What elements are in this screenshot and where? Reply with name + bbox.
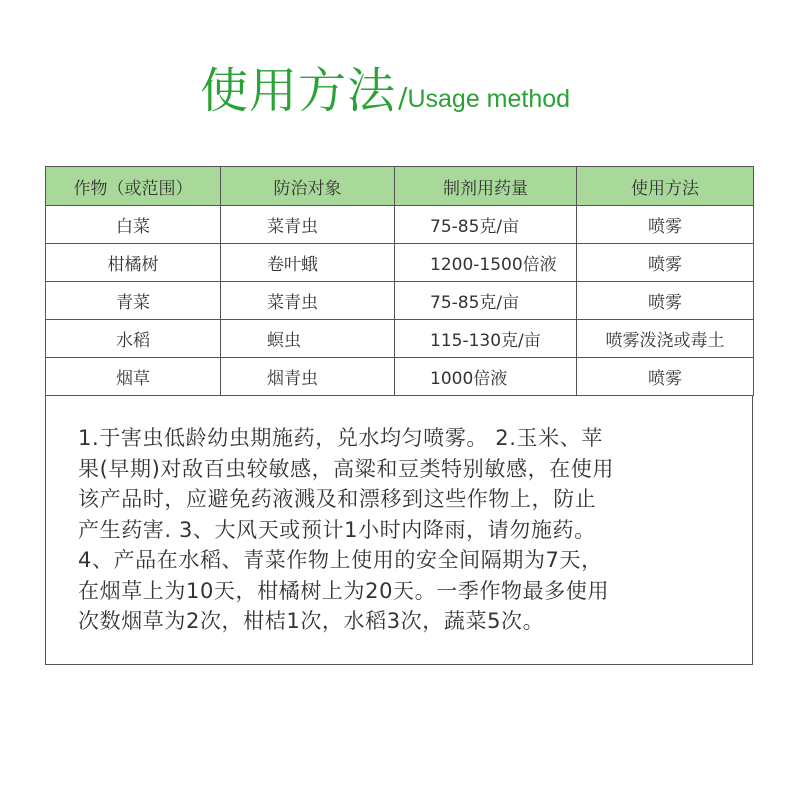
header-target: 防治对象 xyxy=(221,167,395,206)
table-row xyxy=(46,282,754,320)
notes-text xyxy=(78,423,738,637)
notes-box xyxy=(45,395,753,665)
header-dosage: 制剂用药量 xyxy=(395,167,577,206)
notes-line: 4、产品在水稻、青菜作物上使用的安全间隔期为7天， xyxy=(78,548,603,572)
notes-line: 果(早期)对敌百虫较敏感，高粱和豆类特别敏感，在使用 xyxy=(78,456,614,481)
cell-target: 螟虫 xyxy=(221,320,395,358)
cell-target: 菜青虫 xyxy=(221,282,395,320)
table-row xyxy=(46,244,754,282)
table-row xyxy=(46,206,754,244)
cell-dosage: 1000倍液 xyxy=(395,358,577,396)
notes-line: 次数烟草为2次，柑桔1次，水稻3次，蔬菜5次。 xyxy=(78,609,545,633)
cell-target: 烟青虫 xyxy=(221,358,395,396)
cell-method: 喷雾泼浇或毒土 xyxy=(577,320,754,358)
header-method: 使用方法 xyxy=(577,167,754,206)
notes-line: 产生药害. 3、大风天或预计1小时内降雨，请勿施药。 xyxy=(78,517,596,542)
table-row xyxy=(46,358,754,396)
cell-dosage: 115-130克/亩 xyxy=(395,320,577,358)
cell-crop: 烟草 xyxy=(46,358,221,396)
cell-crop: 青菜 xyxy=(46,282,221,320)
cell-crop: 水稻 xyxy=(46,320,221,358)
notes-line: 该产品时，应避免药液溅及和漂移到这些作物上，防止 xyxy=(78,487,597,511)
cell-crop: 柑橘树 xyxy=(46,244,221,282)
cell-target: 菜青虫 xyxy=(221,206,395,244)
cell-crop: 白菜 xyxy=(46,206,221,244)
notes-line: 在烟草上为10天，柑橘树上为20天。一季作物最多使用 xyxy=(78,578,610,603)
usage-table xyxy=(45,166,754,396)
cell-dosage: 75-85克/亩 xyxy=(395,282,577,320)
cell-method: 喷雾 xyxy=(577,358,754,396)
cell-method: 喷雾 xyxy=(577,244,754,282)
page-title xyxy=(200,52,571,119)
title-chinese: 使用方法 xyxy=(200,63,397,119)
cell-target: 卷叶蛾 xyxy=(221,244,395,282)
cell-method: 喷雾 xyxy=(577,282,754,320)
cell-method: 喷雾 xyxy=(577,206,754,244)
table-header-row xyxy=(46,167,754,206)
table-row xyxy=(46,320,754,358)
title-slash: / xyxy=(398,81,408,114)
notes-line: 1.于害虫低龄幼虫期施药，兑水均匀喷雾。 2.玉米、苹 xyxy=(78,426,603,450)
header-crop: 作物（或范围） xyxy=(46,167,221,206)
title-english: Usage method xyxy=(407,85,571,113)
cell-dosage: 1200-1500倍液 xyxy=(395,244,577,282)
cell-dosage: 75-85克/亩 xyxy=(395,206,577,244)
